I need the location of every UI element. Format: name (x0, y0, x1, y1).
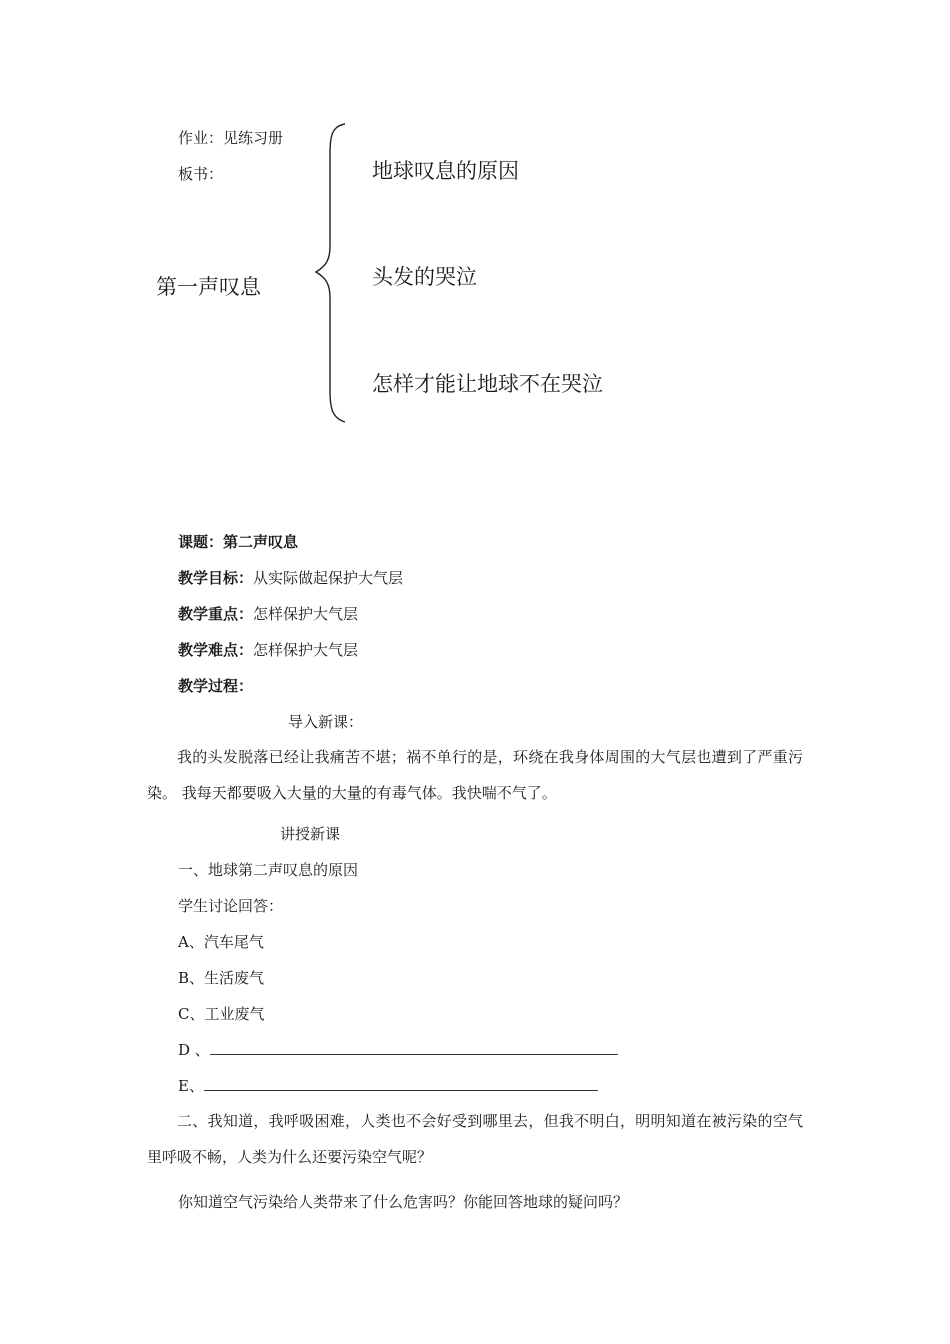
goal-line (178, 568, 403, 588)
option-d (178, 1040, 618, 1060)
key-line (178, 604, 358, 624)
option-c: C、工业废气 (178, 1005, 265, 1023)
brace-item-1: 地球叹息的原因 (372, 159, 519, 183)
goal-label: 教学目标： (178, 569, 254, 587)
key-label: 教学重点： (178, 605, 254, 623)
intro-heading: 导入新课： (288, 713, 364, 731)
brace-item-3: 怎样才能让地球不在哭泣 (372, 372, 603, 396)
option-b: B、生活废气 (178, 969, 265, 987)
difficulty-value: 怎样保护大气层 (253, 641, 359, 659)
difficulty-line (178, 640, 358, 660)
option-e-label: E、 (178, 1077, 204, 1095)
teach-heading: 讲授新课 (280, 825, 341, 843)
topic-label: 课题： (178, 533, 224, 551)
brace-title: 第一声叹息 (156, 275, 261, 299)
homework-line: 作业：见练习册 (178, 129, 284, 147)
discuss-line: 学生讨论回答： (178, 897, 284, 915)
intro-paragraph: 我的头发脱落已经让我痛苦不堪；祸不单行的是，环绕在我身体周围的大气层也遭到了严重污染。 我每天都要吸入大量的大量的有毒气体。我快喘不气了。 (147, 748, 803, 802)
process-label: 教学过程： (178, 677, 254, 695)
question-line: 你知道空气污染给人类带来了什么危害吗？你能回答地球的疑问吗？ (178, 1193, 629, 1211)
option-d-blank (210, 1040, 618, 1055)
option-a: A、汽车尾气 (178, 933, 264, 951)
key-value: 怎样保护大气层 (253, 605, 359, 623)
curly-brace (310, 120, 350, 430)
section2-paragraph: 二、我知道，我呼吸困难，人类也不会好受到哪里去，但我不明白，明明知道在被污染的空气里呼吸不畅，人类为什么还要污染空气呢？ (147, 1112, 803, 1166)
brace-item-2: 头发的哭泣 (372, 265, 477, 289)
option-d-label: D 、 (178, 1041, 210, 1059)
topic-value: 第二声叹息 (223, 533, 299, 551)
goal-value: 从实际做起保护大气层 (253, 569, 404, 587)
topic-line (178, 532, 298, 552)
difficulty-label: 教学难点： (178, 641, 254, 659)
board-label: 板书： (178, 165, 224, 183)
option-e-blank (204, 1076, 598, 1091)
option-e (178, 1076, 598, 1096)
section1-heading: 一、地球第二声叹息的原因 (178, 861, 359, 879)
